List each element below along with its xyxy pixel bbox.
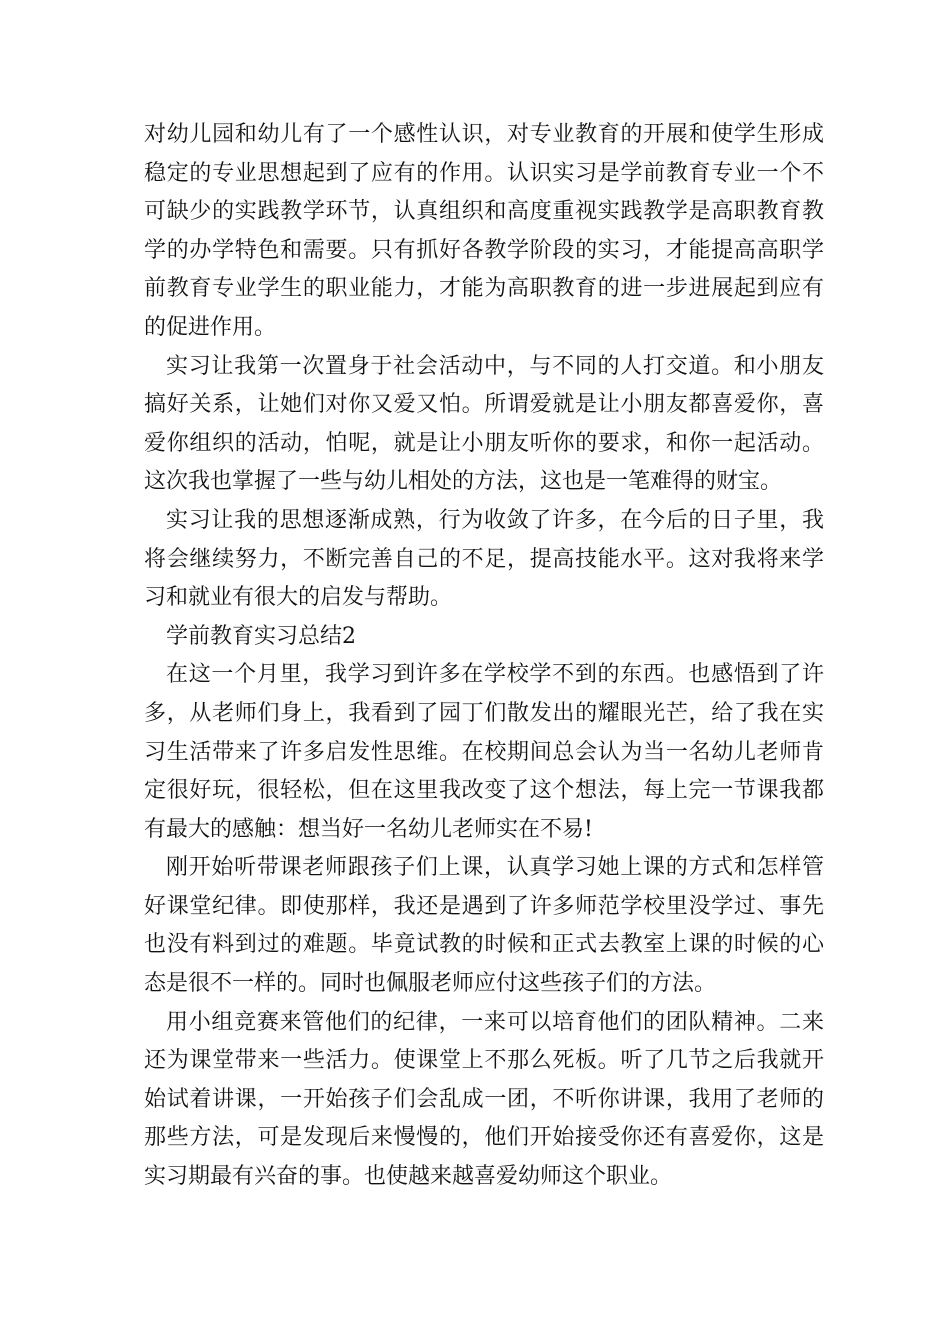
- section-heading: 学前教育实习总结2: [166, 623, 356, 649]
- paragraph: 用小组竞赛来管他们的纪律，一来可以培育他们的团队精神。二来还为课堂带来一些活力。使课堂上不那么死板。听了几节之后我就开始试着讲课，一开始孩子们会乱成一团，不听你讲课，我用了老师的那些方法，可是发现后来慢慢的，他们开始接受你还有喜爱你，这是实习期最有兴奋的事。也使越来越喜爱幼师这个职业。: [144, 1009, 824, 1190]
- document-body: [144, 116, 824, 1197]
- paragraph: 实习让我第一次置身于社会活动中，与不同的人打交道。和小朋友搞好关系，让她们对你又爱又怕。所谓爱就是让小朋友都喜爱你，喜爱你组织的活动，怕呢，就是让小朋友听你的要求，和你一起活动。这次我也掌握了一些与幼儿相处的方法，这也是一笔难得的财宝。: [144, 353, 824, 495]
- paragraph: 实习让我的思想逐渐成熟，行为收敛了许多，在今后的日子里，我将会继续努力，不断完善自己的不足，提高技能水平。这对我将来学习和就业有很大的启发与帮助。: [144, 507, 824, 611]
- paragraph: 在这一个月里，我学习到许多在学校学不到的东西。也感悟到了许多，从老师们身上，我看到了园丁们散发出的耀眼光芒，给了我在实习生活带来了许多启发性思维。在校期间总会认为当一名幼儿老师肯定很好玩，很轻松，但在这里我改变了这个想法，每上完一节课我都有最大的感触：想当好一名幼儿老师实在不易!: [144, 662, 824, 842]
- paragraph-continuation: 对幼儿园和幼儿有了一个感性认识，对专业教育的开展和使学生形成稳定的专业思想起到了应有的作用。认识实习是学前教育专业一个不可缺少的实践教学环节，认真组织和高度重视实践教学是高职教育教学的办学特色和需要。只有抓好各教学阶段的实习，才能提高高职学前教育专业学生的职业能力，才能为高职教育的进一步进展起到应有的促进作用。: [144, 122, 824, 340]
- paragraph: 刚开始听带课老师跟孩子们上课，认真学习她上课的方式和怎样管好课堂纪律。即使那样，我还是遇到了许多师范学校里没学过、事先也没有料到过的难题。毕竟试教的时候和正式去教室上课的时候的心态是很不一样的。同时也佩服老师应付这些孩子们的方法。: [144, 855, 824, 997]
